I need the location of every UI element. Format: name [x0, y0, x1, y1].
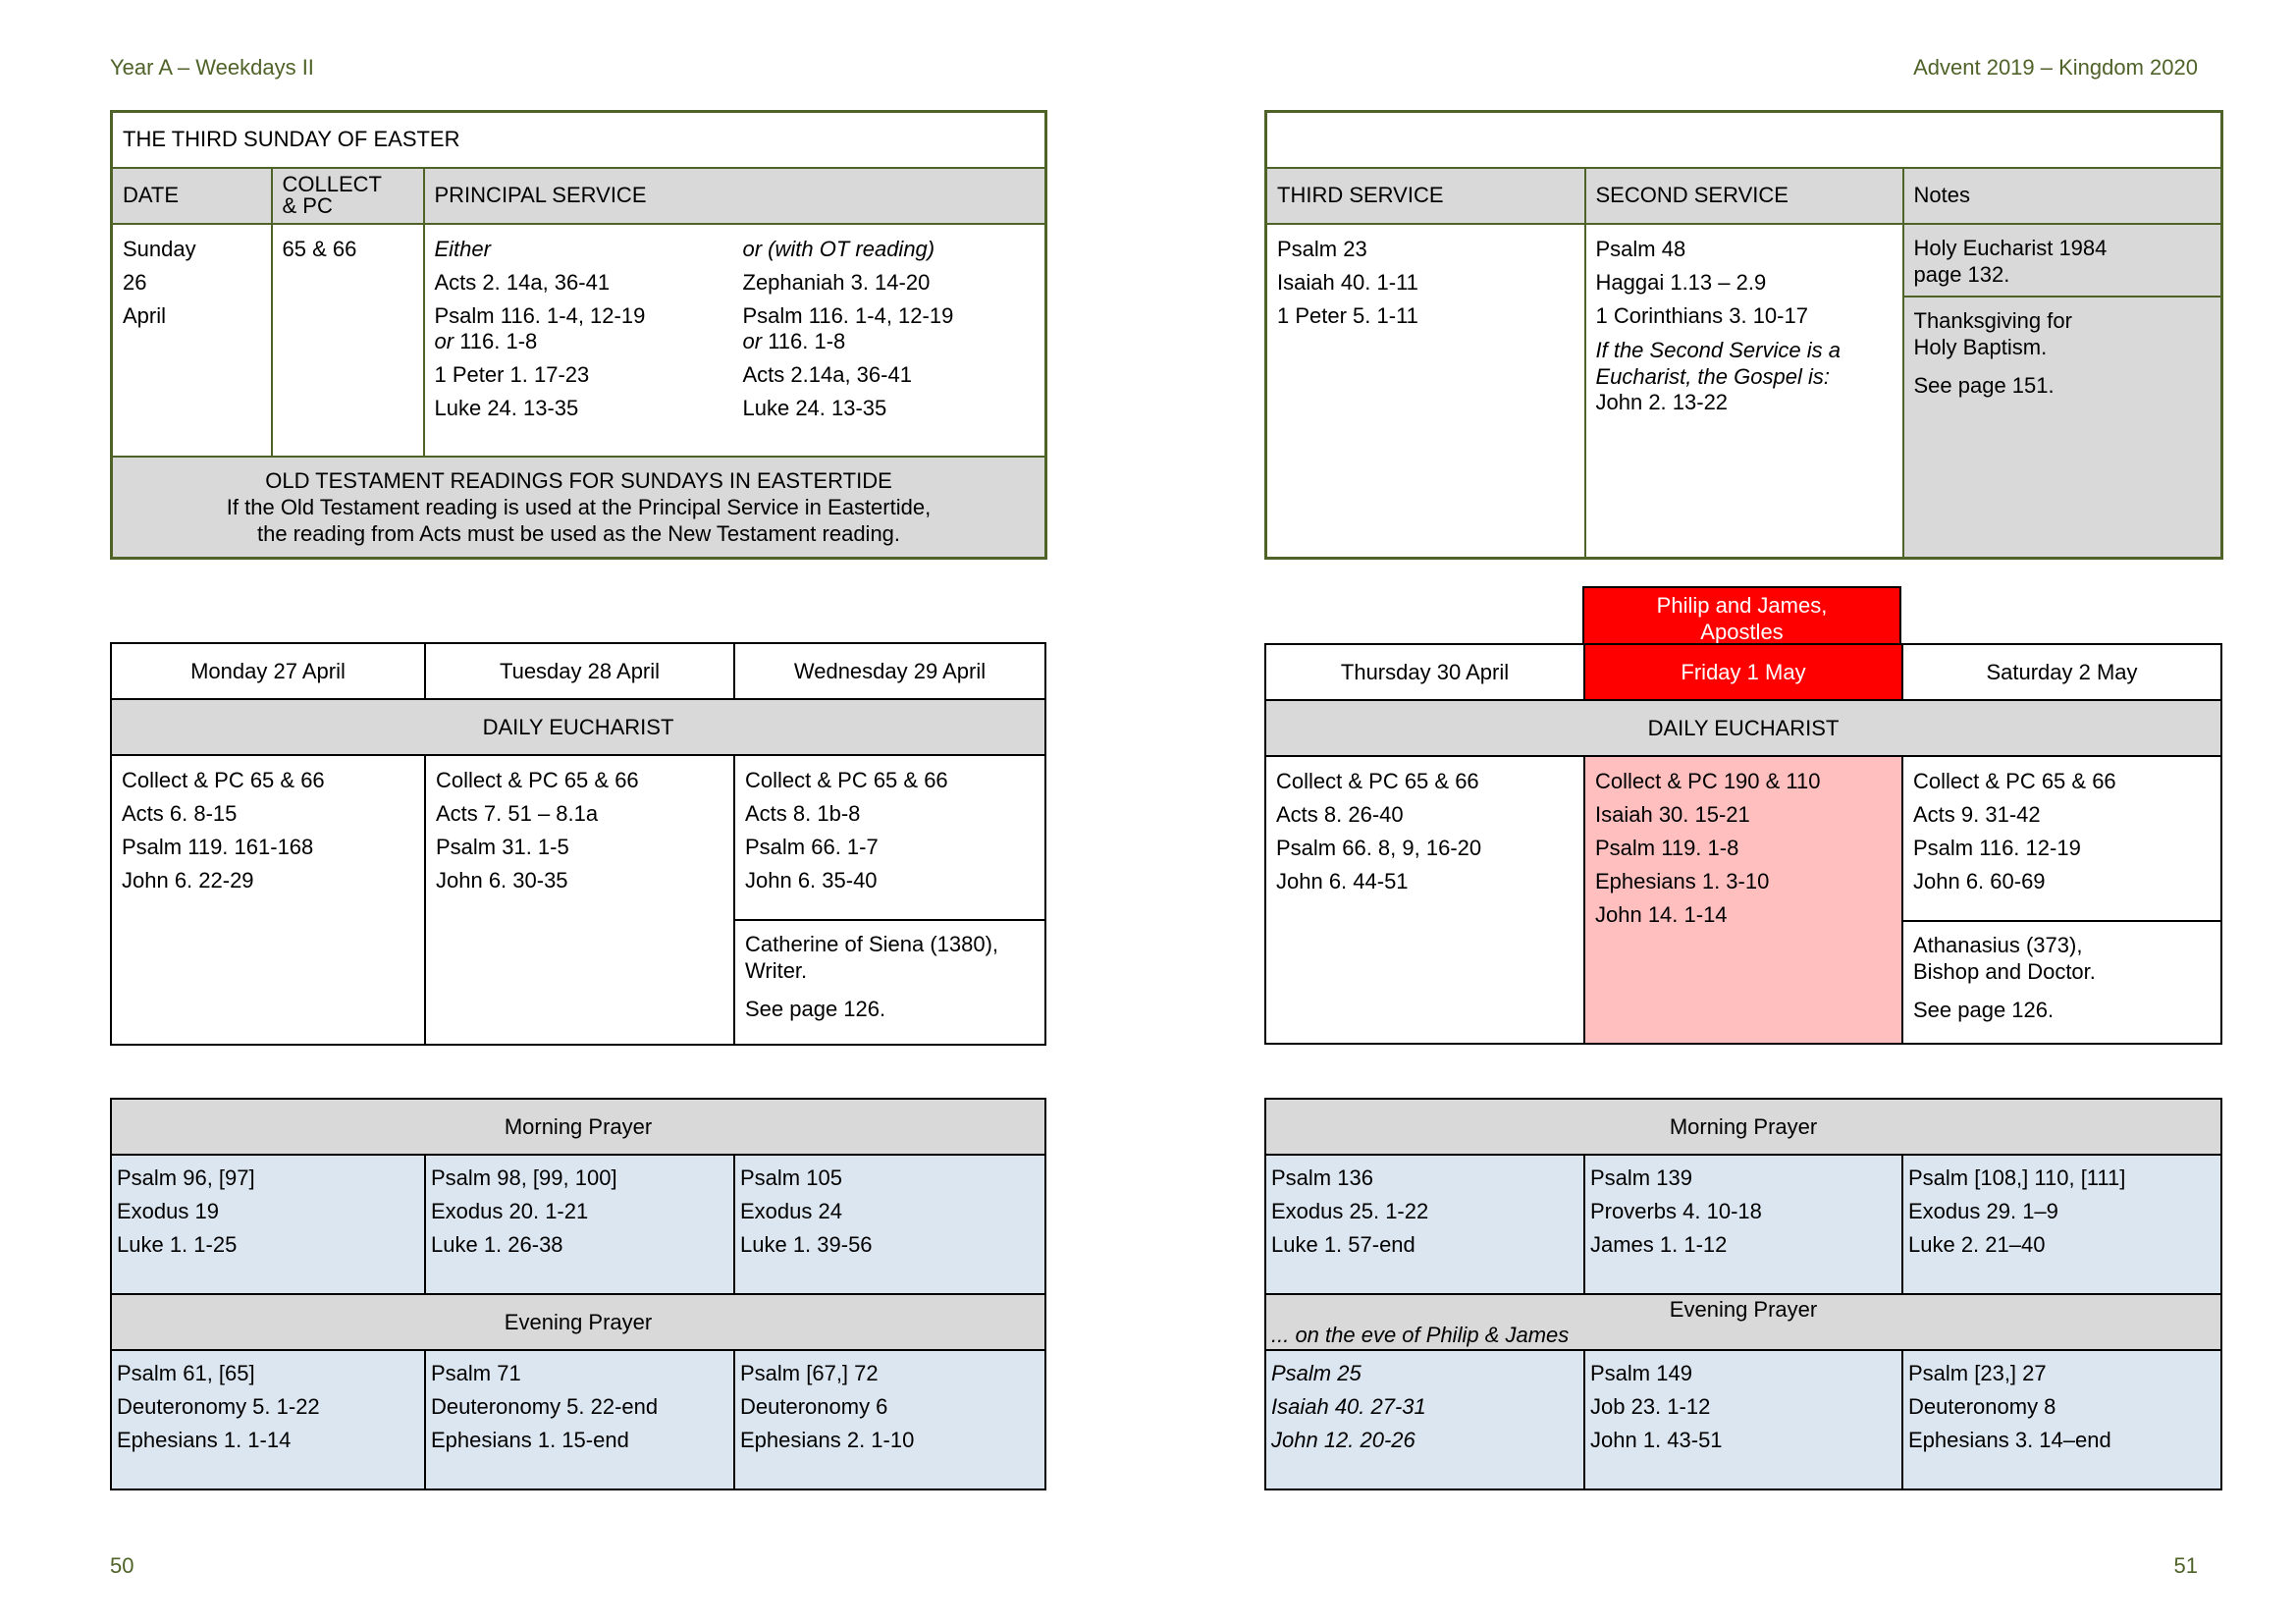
day-readings-cell — [111, 755, 425, 1045]
feast-readings-cell — [1584, 756, 1902, 1044]
reading: 1 Peter 1. 17-23 — [434, 361, 590, 387]
reading: Collect & PC 65 & 66 — [1913, 769, 2116, 793]
reading: Psalm 96, [97] — [117, 1165, 255, 1190]
morning-prayer-cell — [111, 1155, 425, 1294]
reading: Luke 1. 26-38 — [431, 1232, 563, 1257]
col-third-header: THIRD SERVICE — [1266, 168, 1585, 224]
prayer-table-left — [110, 1098, 1046, 1490]
morning-prayer-header: Morning Prayer — [111, 1099, 1045, 1155]
reading: Psalm 149 — [1590, 1361, 1692, 1385]
note-thanksgiving: Thanksgiving for Holy Baptism. See page 151. — [1913, 307, 2072, 398]
reading: John 6. 44-51 — [1276, 869, 1409, 893]
day-readings-cell — [1902, 756, 2221, 1044]
reading: Deuteronomy 5. 1-22 — [117, 1394, 320, 1419]
reading: Proverbs 4. 10-18 — [1590, 1199, 1762, 1223]
reading: Isaiah 40. 27-31 — [1271, 1394, 1426, 1419]
collect-cell — [272, 224, 424, 457]
prayer-table-right — [1264, 1098, 2222, 1490]
evening-prayer-header: Evening Prayer ... on the eve of Philip & James — [1265, 1294, 2221, 1350]
reading: Luke 1. 1-25 — [117, 1232, 238, 1257]
reading: Psalm 66. 1-7 — [745, 835, 879, 859]
evening-prayer-cell — [734, 1350, 1045, 1489]
reading: Collect & PC 65 & 66 — [436, 768, 639, 792]
second-service-cell — [1585, 224, 1903, 559]
morning-prayer-cell — [734, 1155, 1045, 1294]
reading: Collect & PC 65 & 66 — [1276, 769, 1479, 793]
sunday-title: THE THIRD SUNDAY OF EASTER — [112, 112, 1046, 168]
reading: Acts 8. 26-40 — [1276, 802, 1404, 827]
reading: Collect & PC 190 & 110 — [1595, 769, 1821, 793]
eve-note: ... on the eve of Philip & James — [1271, 1322, 1570, 1347]
reading: Psalm 23 — [1277, 236, 1367, 261]
principal-or-cell — [733, 224, 1046, 457]
reading: Ephesians 1. 3-10 — [1595, 869, 1770, 893]
reading: Acts 2.14a, 36-41 — [742, 361, 912, 387]
reading: Psalm 139 — [1590, 1165, 1692, 1190]
third-service-cell — [1266, 224, 1585, 559]
reading: Ephesians 2. 1-10 — [740, 1428, 915, 1452]
reading: Luke 1. 39-56 — [740, 1232, 873, 1257]
reading-alt: or 116. 1-8 — [434, 328, 538, 353]
reading: Exodus 24 — [740, 1199, 842, 1223]
reading: Psalm 116. 12-19 — [1913, 836, 2081, 860]
page-number-right: 51 — [2173, 1553, 2198, 1578]
reading: Psalm [23,] 27 — [1908, 1361, 2047, 1385]
reading: Zephaniah 3. 14-20 — [742, 269, 931, 295]
reading: Psalm 119. 161-168 — [122, 835, 314, 859]
feast-banner: Philip and James, Apostles — [1582, 586, 1901, 645]
morning-prayer-cell — [1265, 1155, 1584, 1294]
reading: Deuteronomy 8 — [1908, 1394, 2056, 1419]
reading: Haggai 1.13 – 2.9 — [1595, 269, 1767, 295]
reading: Ephesians 3. 14–end — [1908, 1428, 2111, 1452]
col-date-header: DATE — [112, 168, 272, 224]
reading: Ephesians 1. 15-end — [431, 1428, 629, 1452]
day-header: Monday 27 April — [111, 643, 425, 699]
reading: Isaiah 30. 15-21 — [1595, 802, 1750, 827]
reading: Acts 7. 51 – 8.1a — [436, 801, 599, 826]
evening-prayer-cell — [1265, 1350, 1584, 1489]
reading: Psalm 98, [99, 100] — [431, 1165, 617, 1190]
col-second-header: SECOND SERVICE — [1585, 168, 1903, 224]
day-header: Thursday 30 April — [1265, 644, 1584, 700]
ot-readings-note: OLD TESTAMENT READINGS FOR SUNDAYS IN EASTERTIDE If the Old Testament reading is used at the Principal Service in Eastertide, the reading from Acts must be used as the New Testament reading. — [112, 457, 1046, 559]
collect-value: 65 & 66 — [282, 236, 357, 261]
morning-prayer-cell — [1902, 1155, 2221, 1294]
reading: John 6. 60-69 — [1913, 869, 2046, 893]
reading: Collect & PC 65 & 66 — [745, 768, 948, 792]
reading: Isaiah 40. 1-11 — [1277, 269, 1418, 295]
evening-prayer-header: Evening Prayer — [111, 1294, 1045, 1350]
notes-cell — [1903, 224, 2222, 559]
reading: John 6. 35-40 — [745, 868, 878, 893]
reading: James 1. 1-12 — [1590, 1232, 1728, 1257]
reading: Collect & PC 65 & 66 — [122, 768, 325, 792]
either-label: Either — [434, 236, 491, 261]
day-header: Saturday 2 May — [1902, 644, 2221, 700]
commemoration-catherine: Catherine of Siena (1380), Writer. See page 126. — [745, 932, 999, 1021]
evening-prayer-cell — [1902, 1350, 2221, 1489]
reading: Acts 9. 31-42 — [1913, 802, 2041, 827]
col-principal-header: PRINCIPAL SERVICE — [424, 168, 1046, 224]
reading: Exodus 19 — [117, 1199, 219, 1223]
reading: Acts 6. 8-15 — [122, 801, 238, 826]
reading: Exodus 25. 1-22 — [1271, 1199, 1429, 1223]
principal-either-cell — [424, 224, 733, 457]
col-notes-header: Notes — [1903, 168, 2222, 224]
second-service-note: If the Second Service is a Eucharist, the Gospel is: — [1595, 337, 1841, 389]
reading: John 1. 43-51 — [1590, 1428, 1723, 1452]
reading: Ephesians 1. 1-14 — [117, 1428, 292, 1452]
date-line: Sunday — [123, 236, 196, 261]
reading: Psalm 105 — [740, 1165, 842, 1190]
reading: Exodus 20. 1-21 — [431, 1199, 589, 1223]
reading: Psalm 25 — [1271, 1361, 1362, 1385]
evening-prayer-cell — [1584, 1350, 1902, 1489]
daily-eucharist-header: DAILY EUCHARIST — [111, 699, 1045, 755]
weekday-eucharist-right — [1264, 643, 2222, 1045]
day-header: Tuesday 28 April — [425, 643, 734, 699]
evening-prayer-cell — [111, 1350, 425, 1489]
date-line: 26 — [123, 269, 147, 295]
running-header-left: Year A – Weekdays II — [110, 55, 314, 80]
reading: Luke 1. 57-end — [1271, 1232, 1415, 1257]
evening-prayer-cell — [425, 1350, 734, 1489]
reading: Luke 24. 13-35 — [742, 395, 887, 420]
morning-prayer-cell — [425, 1155, 734, 1294]
morning-prayer-cell — [1584, 1155, 1902, 1294]
second-service-gospel: John 2. 13-22 — [1595, 389, 1729, 414]
reading: John 6. 22-29 — [122, 868, 254, 893]
reading: Job 23. 1-12 — [1590, 1394, 1711, 1419]
page-number-left: 50 — [110, 1553, 134, 1578]
reading: Luke 24. 13-35 — [434, 395, 579, 420]
reading: Deuteronomy 6 — [740, 1394, 888, 1419]
day-readings-cell — [1265, 756, 1584, 1044]
reading: Acts 2. 14a, 36-41 — [434, 269, 611, 295]
reading: Psalm 136 — [1271, 1165, 1373, 1190]
reading: John 14. 1-14 — [1595, 902, 1728, 927]
commemoration-athanasius: Athanasius (373), Bishop and Doctor. See page 126. — [1913, 933, 2096, 1022]
empty-title-cell — [1266, 112, 2222, 168]
reading: Deuteronomy 5. 22-end — [431, 1394, 659, 1419]
morning-prayer-header: Morning Prayer — [1265, 1099, 2221, 1155]
reading: Exodus 29. 1–9 — [1908, 1199, 2058, 1223]
date-cell — [112, 224, 272, 457]
weekday-eucharist-left — [110, 642, 1046, 1046]
col-collect-header: COLLECT & PC — [272, 168, 424, 224]
day-header: Wednesday 29 April — [734, 643, 1045, 699]
reading: Psalm 71 — [431, 1361, 521, 1385]
day-header-feast: Friday 1 May — [1584, 644, 1902, 700]
reading: Psalm 119. 1-8 — [1595, 836, 1739, 860]
reading: Psalm 116. 1-4, 12-19 — [434, 302, 646, 328]
note-holy-eucharist: Holy Eucharist 1984 page 132. — [1904, 225, 2221, 298]
reading: 1 Corinthians 3. 10-17 — [1595, 302, 1808, 328]
reading: Psalm 116. 1-4, 12-19 — [742, 302, 954, 328]
reading: Psalm [67,] 72 — [740, 1361, 879, 1385]
reading: 1 Peter 5. 1-11 — [1277, 302, 1418, 328]
reading: Psalm 48 — [1595, 236, 1686, 261]
reading: Psalm 66. 8, 9, 16-20 — [1276, 836, 1482, 860]
day-readings-cell — [734, 755, 1045, 1045]
reading: John 12. 20-26 — [1271, 1428, 1415, 1452]
sunday-services-table — [1264, 110, 2223, 560]
day-readings-cell — [425, 755, 734, 1045]
reading: Psalm [108,] 110, [111] — [1908, 1165, 2126, 1190]
daily-eucharist-header: DAILY EUCHARIST — [1265, 700, 2221, 756]
sunday-table — [110, 110, 1047, 560]
or-ot-label: or (with OT reading) — [742, 236, 935, 261]
reading: Acts 8. 1b-8 — [745, 801, 861, 826]
date-line: April — [123, 302, 167, 328]
reading: Psalm 61, [65] — [117, 1361, 255, 1385]
reading: Psalm 31. 1-5 — [436, 835, 569, 859]
reading-alt: or 116. 1-8 — [742, 328, 846, 353]
reading: Luke 2. 21–40 — [1908, 1232, 2046, 1257]
reading: John 6. 30-35 — [436, 868, 568, 893]
running-header-right: Advent 2019 – Kingdom 2020 — [1913, 55, 2198, 80]
